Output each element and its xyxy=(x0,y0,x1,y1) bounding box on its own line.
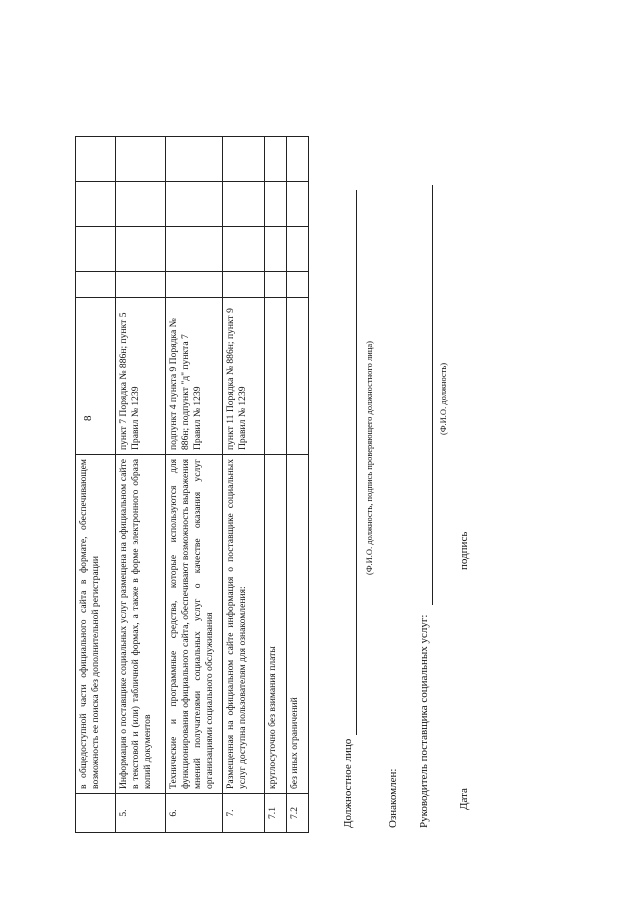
empty-cell xyxy=(265,227,287,272)
head-caption: (Ф.И.О. должность) xyxy=(438,362,448,435)
row-reference xyxy=(287,298,309,455)
acquainted-label: Ознакомлен: xyxy=(387,768,399,828)
signature-label: подпись xyxy=(458,531,470,570)
row-text: Размещенная на официальном сайте информация о поставщике социальных услуг доступна пользователям для ознакомления: xyxy=(223,455,265,794)
empty-cell xyxy=(287,272,309,298)
empty-cell xyxy=(116,182,166,227)
empty-cell xyxy=(265,272,287,298)
empty-cell xyxy=(223,182,265,227)
empty-cell xyxy=(265,182,287,227)
empty-cell xyxy=(166,137,223,182)
row-reference xyxy=(76,298,116,455)
empty-cell xyxy=(287,182,309,227)
row-number: 7.1 xyxy=(265,794,287,833)
empty-cell xyxy=(116,272,166,298)
empty-cell xyxy=(76,227,116,272)
empty-cell xyxy=(116,137,166,182)
empty-cell xyxy=(287,227,309,272)
row-reference: пункт 7 Порядка № 886н; пункт 5 Правил № 1239 xyxy=(116,298,166,455)
row-number: 5. xyxy=(116,794,166,833)
table-row xyxy=(76,137,116,833)
empty-cell xyxy=(76,137,116,182)
official-label: Должностное лицо xyxy=(342,738,354,828)
table-row xyxy=(116,137,166,833)
row-number: 7.2 xyxy=(287,794,309,833)
empty-cell xyxy=(166,227,223,272)
row-reference: пункт 11 Порядка № 886н; пункт 9 Правил № 1239 xyxy=(223,298,265,455)
head-signature-line xyxy=(432,185,433,605)
table-row xyxy=(223,137,265,833)
empty-cell xyxy=(287,137,309,182)
empty-cell xyxy=(116,227,166,272)
row-reference: подпункт 4 пункта 9 Порядка № 886н; подпункт "д" пункта 7 Правил № 1239 xyxy=(166,298,223,455)
date-label: Дата xyxy=(458,788,470,810)
page-number: 8 xyxy=(82,415,94,421)
empty-cell xyxy=(76,272,116,298)
official-caption: (Ф.И.О. должность, подпись проверяющего должностного лица) xyxy=(364,340,374,575)
row-text: в общедоступной части официального сайта в формате, обеспечивающем возможность ее поиска без дополнительной регистрации xyxy=(76,455,116,794)
empty-cell xyxy=(223,227,265,272)
empty-cell xyxy=(223,137,265,182)
row-text: без иных ограничений xyxy=(287,455,309,794)
official-signature-line xyxy=(356,190,357,735)
row-text: Технические и программные средства, которые используются для функционирования официального сайта, обеспечивают возможность выражения мнений получателями социальных услуг о качестве оказания услуг организациями социального обслуживания xyxy=(166,455,223,794)
checklist-table xyxy=(75,136,309,833)
head-label: Руководитель поставщика социальных услуг: xyxy=(418,614,430,828)
row-text: Информация о поставщике социальных услуг размещена на официальном сайте в текстовой и (или) табличной формах, а также в форме электронного образа копий документов xyxy=(116,455,166,794)
empty-cell xyxy=(265,137,287,182)
row-reference xyxy=(265,298,287,455)
empty-cell xyxy=(76,182,116,227)
row-number: 7. xyxy=(223,794,265,833)
empty-cell xyxy=(166,182,223,227)
row-number xyxy=(76,794,116,833)
table-row xyxy=(166,137,223,833)
table-row xyxy=(265,137,287,833)
row-number: 6. xyxy=(166,794,223,833)
table-row xyxy=(287,137,309,833)
empty-cell xyxy=(166,272,223,298)
empty-cell xyxy=(223,272,265,298)
row-text: круглосуточно без взимания платы xyxy=(265,455,287,794)
